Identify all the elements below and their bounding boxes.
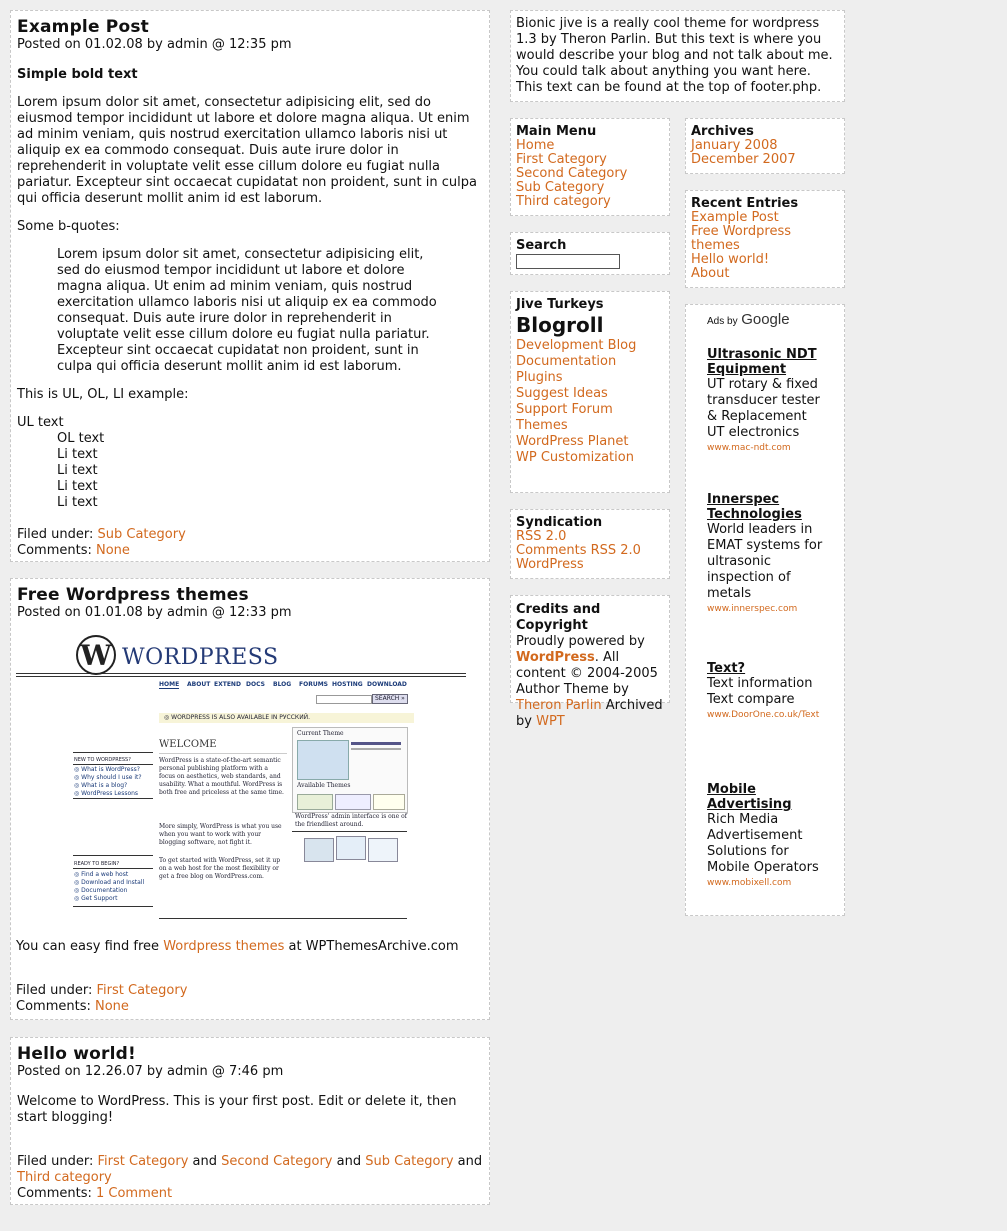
archives-title: Archives xyxy=(691,124,754,139)
ad-title[interactable]: Text? xyxy=(707,661,746,676)
blogroll-link[interactable]: Support Forum xyxy=(516,402,613,417)
rss-link[interactable]: RSS 2.0 xyxy=(516,529,567,544)
category-link[interactable]: Sub Category xyxy=(365,1154,454,1169)
wordpress-logo-text: WORDPRESS xyxy=(122,645,279,670)
text-after: at WPThemesArchive.com xyxy=(288,939,459,954)
wp-nav-item: FORUMS xyxy=(299,681,328,688)
ad-title[interactable]: Ultrasonic NDT Equipment xyxy=(707,347,817,377)
wp-caption: WordPress' admin interface is one of the friendliest around. xyxy=(295,813,407,828)
list-label: This is UL, OL, LI example: xyxy=(17,387,189,402)
comments-link[interactable]: None xyxy=(95,999,129,1014)
wp-search-button: SEARCH » xyxy=(372,694,408,704)
credits-text: Archived by xyxy=(516,698,663,729)
blogroll-title: Blogroll xyxy=(516,313,604,337)
post-filed xyxy=(17,527,483,543)
wp-nav-item: DOCS xyxy=(246,681,265,688)
filed-label: Filed under: xyxy=(17,527,94,542)
post-meta: Posted on 01.02.08 by admin @ 12:35 pm xyxy=(17,37,292,52)
ad-url[interactable]: www.mobixell.com xyxy=(707,878,792,888)
menu-item-sub-category[interactable]: Sub Category xyxy=(516,180,605,195)
recent-title: Recent Entries xyxy=(691,196,799,211)
ad-body: Rich Media Advertisement Solutions for Mobile Operators xyxy=(707,812,819,875)
recent-entries-box xyxy=(685,190,845,288)
credits-text: Proudly powered by xyxy=(516,634,645,649)
wp-new-item: ◎ What is WordPress? xyxy=(74,766,140,773)
ad-body: World leaders in EMAT systems for ultrasonic inspection of metals xyxy=(707,522,823,601)
blogroll-link[interactable]: Documentation xyxy=(516,354,617,369)
menu-item-third-category[interactable]: Third category xyxy=(516,194,611,209)
post-hello-world xyxy=(10,1037,490,1205)
wp-nav-item: HOSTING xyxy=(332,681,363,688)
ad-title[interactable]: Innerspec Technologies xyxy=(707,492,802,522)
jive-turkeys-box xyxy=(510,291,670,493)
ad-unit xyxy=(707,782,827,890)
ad-url[interactable]: www.innerspec.com xyxy=(707,604,798,614)
main-menu-title: Main Menu xyxy=(516,124,597,139)
wordpress-screenshot-image xyxy=(16,635,468,930)
ad-unit xyxy=(707,492,827,616)
ad-unit xyxy=(707,347,827,455)
main-menu xyxy=(510,118,670,216)
category-link[interactable]: Second Category xyxy=(221,1154,333,1169)
comments-label: Comments: xyxy=(17,1186,92,1201)
wp-current-theme-label: Current Theme xyxy=(297,730,344,737)
post-comments xyxy=(16,999,129,1015)
wp-intro3: To get started with WordPress, set it up on a web host for the most flexibility or get a free blog on WordPress.com. xyxy=(159,857,281,880)
wp-current-theme-panel xyxy=(292,727,408,813)
menu-item-first-category[interactable]: First Category xyxy=(516,152,607,167)
ad-title[interactable]: Mobile Advertising xyxy=(707,782,792,812)
category-link[interactable]: Third category xyxy=(17,1170,112,1185)
comments-rss-link[interactable]: Comments RSS 2.0 xyxy=(516,543,641,558)
ol-list xyxy=(57,431,483,511)
wp-nav-item: BLOG xyxy=(273,681,292,688)
and-text: and xyxy=(457,1154,483,1169)
post-comments xyxy=(17,1186,483,1202)
category-link[interactable]: First Category xyxy=(97,1154,189,1169)
post-example xyxy=(10,10,490,562)
comments-label: Comments: xyxy=(16,999,91,1014)
category-link[interactable]: First Category xyxy=(96,983,188,998)
wp-new-item: ◎ WordPress Lessons xyxy=(74,790,139,797)
ad-url[interactable]: www.mac-ndt.com xyxy=(707,443,791,453)
credits-text: . All content © 2004-2005 Author Theme by xyxy=(516,650,658,697)
credits-title: Credits and Copyright xyxy=(516,602,601,633)
comments-link[interactable]: 1 Comment xyxy=(96,1186,173,1201)
wordpress-credit-link[interactable]: WordPress xyxy=(516,650,595,665)
bquote-label: Some b-quotes: xyxy=(17,219,120,234)
ads-by-label: Ads by xyxy=(707,316,738,327)
wp-thumb xyxy=(368,838,398,862)
wp-ready-item: ◎ Download and Install xyxy=(74,879,145,886)
blogroll-link[interactable]: WP Customization xyxy=(516,450,634,465)
wp-new-item: ◎ What is a blog? xyxy=(74,782,128,789)
wp-nav-item: EXTEND xyxy=(214,681,241,688)
about-text: Bionic jive is a really cool theme for wordpress 1.3 by Theron Parlin. But this text is where you would describe your blog and not talk about me. You could talk about anything you want here. This text can be found at the top of footer.php. xyxy=(516,16,833,95)
about-box xyxy=(510,10,845,102)
menu-item-second-category[interactable]: Second Category xyxy=(516,166,628,181)
syndication-box xyxy=(510,509,670,579)
wp-new-items xyxy=(74,766,142,798)
list-item: Li text xyxy=(57,463,98,478)
wordpress-link[interactable]: WordPress xyxy=(516,557,584,572)
post-paragraph: Lorem ipsum dolor sit amet, consectetur adipisicing elit, sed do eiusmod tempor incididunt ut labore et dolore magna aliqua. Ut enim ad minim veniam, quis nostrud exercitation ullamco laboris nisi ut aliquip ex ea commodo consequat. Duis aute irure dolor in reprehenderit in voluptate velit esse cillum dolore eu fugiat nulla pariatur. Excepteur sint occaecat cupidatat non proident, sunt in culpa qui officia deserunt mollit anim id est laborum. xyxy=(17,95,477,206)
ad-body: Text information Text compare xyxy=(707,676,813,707)
filed-label: Filed under: xyxy=(16,983,93,998)
wp-ready-items xyxy=(74,871,144,903)
blockquote: Lorem ipsum dolor sit amet, consectetur adipisicing elit, sed do eiusmod tempor incididunt ut labore et dolore magna aliqua. Ut enim ad minim veniam, quis nostrud exercitation ullamco laboris nisi ut aliquip ex ea commodo consequat. Duis aute irure dolor in reprehenderit in voluptate velit esse cillum dolore eu fugiat nulla pariatur. Excepteur sint occaecat cupidatat non proident, sunt in culpa qui officia deserunt mollit anim id est laborum. xyxy=(57,247,437,374)
post-filed xyxy=(16,983,187,999)
wpt-link[interactable]: WPT xyxy=(536,714,565,729)
list-item: Li text xyxy=(57,495,98,510)
wp-thumb xyxy=(304,838,334,862)
wp-nav-item: ABOUT xyxy=(187,681,211,688)
wp-ready-item: ◎ Find a web host xyxy=(74,871,129,878)
wp-intro2: More simply, WordPress is what you use when you want to work with your blogging software, not fight it. xyxy=(159,823,282,846)
wp-ready-item: ◎ Get Support xyxy=(74,895,118,902)
post-meta: Posted on 12.26.07 by admin @ 7:46 pm xyxy=(17,1064,284,1079)
post-paragraph: Welcome to WordPress. This is your first post. Edit or delete it, then start blogging! xyxy=(17,1094,457,1125)
wp-theme-thumb xyxy=(297,740,349,780)
syndication-title: Syndication xyxy=(516,515,603,530)
archive-link[interactable]: December 2007 xyxy=(691,152,796,167)
blogroll-link[interactable]: Development Blog xyxy=(516,338,637,353)
wp-available-themes-label: Available Themes xyxy=(297,782,351,789)
ad-url[interactable]: www.DoorOne.co.uk/Text xyxy=(707,710,820,720)
blogroll-link[interactable]: Plugins xyxy=(516,370,563,385)
post-text xyxy=(16,939,459,955)
wordpress-themes-link[interactable]: Wordpress themes xyxy=(163,939,285,954)
wp-search-box xyxy=(316,695,372,704)
post-meta: Posted on 01.01.08 by admin @ 12:33 pm xyxy=(17,605,292,620)
jive-title: Jive Turkeys xyxy=(516,297,604,312)
google-logo: Google xyxy=(741,311,790,328)
filed-label: Filed under: xyxy=(17,1154,94,1169)
search-box xyxy=(510,232,670,275)
and-text: and xyxy=(192,1154,217,1169)
credits-box xyxy=(510,595,670,729)
wordpress-logo-icon: W xyxy=(76,635,116,675)
recent-entry-link[interactable]: Free Wordpress themes xyxy=(691,224,791,253)
wp-notice: ◎ WORDPRESS IS ALSO AVAILABLE IN РУССКИЙ. xyxy=(159,713,414,723)
wp-intro: WordPress is a state-of-the-art semantic personal publishing platform with a focus on aesthetics, web standards, and usability. What a mouthful. WordPress is both free and priceless at the same time. xyxy=(159,757,284,796)
text-before: You can easy find free xyxy=(16,939,160,954)
google-ads-box xyxy=(685,304,845,916)
list-item: Li text xyxy=(57,447,98,462)
wp-new-item: ◎ Why should I use it? xyxy=(74,774,142,781)
ad-body: UT rotary & fixed transducer tester & Replacement UT electronics xyxy=(707,377,820,440)
list-item: OL text xyxy=(57,431,105,446)
wp-nav-item: DOWNLOAD xyxy=(367,681,407,688)
blogroll-link[interactable]: Suggest Ideas xyxy=(516,386,608,401)
post-title[interactable]: Free Wordpress themes xyxy=(17,585,249,605)
search-input[interactable] xyxy=(516,254,620,269)
wp-thumb xyxy=(336,836,366,860)
search-title: Search xyxy=(516,238,567,253)
wp-new-heading: NEW TO WORDPRESS? xyxy=(74,757,131,763)
wp-ready-heading: READY TO BEGIN? xyxy=(74,861,120,867)
wp-nav-item: HOME xyxy=(159,681,180,688)
blogroll-link[interactable]: WordPress Planet xyxy=(516,434,629,449)
recent-entry-link[interactable]: Hello world! xyxy=(691,252,770,267)
author-link[interactable]: Theron Parlin xyxy=(516,698,602,713)
list-item: Li text xyxy=(57,479,98,494)
ad-unit xyxy=(707,661,827,722)
recent-entry-link[interactable]: Example Post xyxy=(691,210,779,225)
post-bold-text: Simple bold text xyxy=(17,67,138,82)
ul-text: UL text xyxy=(17,415,64,430)
category-link[interactable]: Sub Category xyxy=(97,527,186,542)
comments-label: Comments: xyxy=(17,543,92,558)
archives-box xyxy=(685,118,845,174)
recent-entry-link[interactable]: About xyxy=(691,266,730,281)
ads-by-google[interactable] xyxy=(707,311,790,328)
post-title[interactable]: Example Post xyxy=(17,17,149,37)
post-title[interactable]: Hello world! xyxy=(17,1044,136,1064)
and-text: and xyxy=(336,1154,362,1169)
comments-link[interactable]: None xyxy=(96,543,130,558)
post-free-themes xyxy=(10,578,490,1020)
wp-ready-item: ◎ Documentation xyxy=(74,887,128,894)
menu-item-home[interactable]: Home xyxy=(516,138,555,153)
post-filed xyxy=(17,1154,483,1186)
archive-link[interactable]: January 2008 xyxy=(691,138,778,153)
post-comments xyxy=(17,543,483,559)
blogroll-link[interactable]: Themes xyxy=(516,418,568,433)
wp-welcome: WELCOME xyxy=(159,739,217,750)
